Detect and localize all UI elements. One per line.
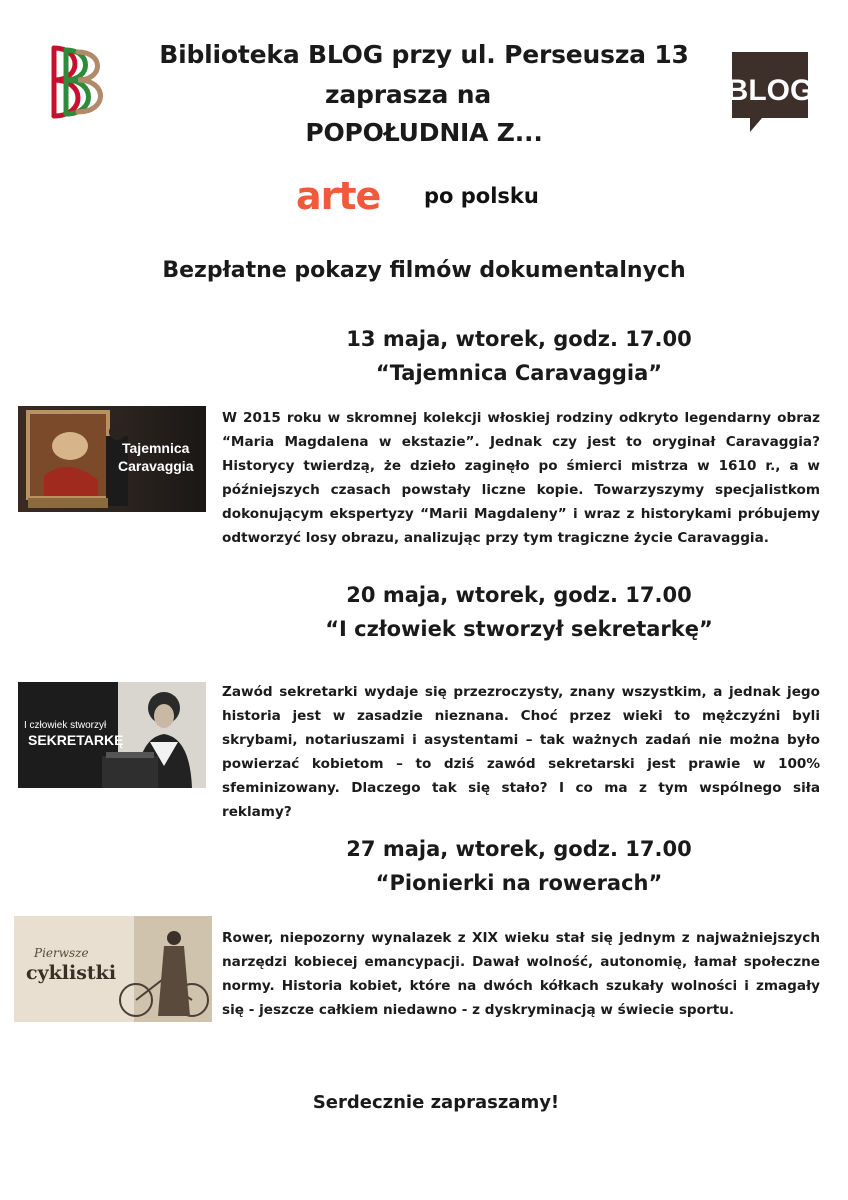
event-2-title: “I człowiek stworzył sekretarkę” [325,617,713,641]
arte-wordmark: arte [296,174,381,218]
event-2-thumb-title-2: SEKRETARKĘ [28,732,124,748]
event-1-description: W 2015 roku w skromnej kolekcji włoskiej rodziny odkryto legendarny obraz “Maria Magdalena w ekstazie”. Jednak czy jest to oryginał Caravaggia? Historycy twierdzą, że dzieło zaginęło po śmierci mistrza w 1610 r., a w późniejszych czasach powstały liczne kopie. Towarzyszymy specjalistkom dokonującym ekspertyzy “Marii Magdaleny” i wraz z historykami próbujemy odtworzyć losy obrazu, analizując przy tym tragiczne życie Caravaggia. [222,410,820,546]
event-3-thumb-title-2: cyklistki [26,962,117,984]
arte-subtitle: po polsku [424,184,539,208]
header-line-2: zaprasza na [325,80,491,109]
event-1-thumb-title-2: Caravaggia [118,458,194,474]
event-3-title: “Pionierki na rowerach” [375,871,663,895]
event-1-thumb-title-1: Tajemnica [122,440,190,456]
header-line-1: Biblioteka BLOG przy ul. Perseusza 13 [159,40,689,69]
header-line-3: POPOŁUDNIA Z... [305,118,543,147]
event-3-thumb-title-1: Pierwsze [34,946,89,960]
event-3-description: Rower, niepozorny wynalazek z XIX wieku stał się jednym z najważniejszych narzędzi kobiecej emancypacji. Dawał wolność, autonomię, łamał społeczne normy. Historia kobiet, które na dwóch kółkach szukały wolności i zmagały się - jeszcze całkiem niedawno - z dyskryminacją w świecie sportu. [222,930,820,1018]
event-3-date: 27 maja, wtorek, godz. 17.00 [346,837,692,861]
blog-logo-text: BLOG [728,74,812,107]
closing-text: Serdecznie zapraszamy! [312,1092,560,1113]
event-2-thumbnail [18,682,206,788]
event-2-date: 20 maja, wtorek, godz. 17.00 [346,583,692,607]
arte-logo [296,174,566,220]
event-1-thumbnail [18,406,206,512]
page-subtitle: Bezpłatne pokazy filmów dokumentalnych [162,258,686,283]
event-3-thumbnail [14,916,212,1022]
event-2-description: Zawód sekretarki wydaje się przezroczysty, znany wszystkim, a jednak jego historia jest w zasadzie nieznana. Choć przez wieki to mężczyźni byli skrybami, notariuszami i asystentami – tak ważnych zadań nie można było powierzać kobietom – to dziś zawód sekretarski jest prawie w 100% sfeminizowany. Dlaczego tak się stało? I co ma z tym wspólnego siła reklamy? [222,684,820,820]
event-2-thumb-title-1: I człowiek stworzył [24,720,107,731]
event-1-date: 13 maja, wtorek, godz. 17.00 [346,327,692,351]
event-1-title: “Tajemnica Caravaggia” [375,361,663,385]
